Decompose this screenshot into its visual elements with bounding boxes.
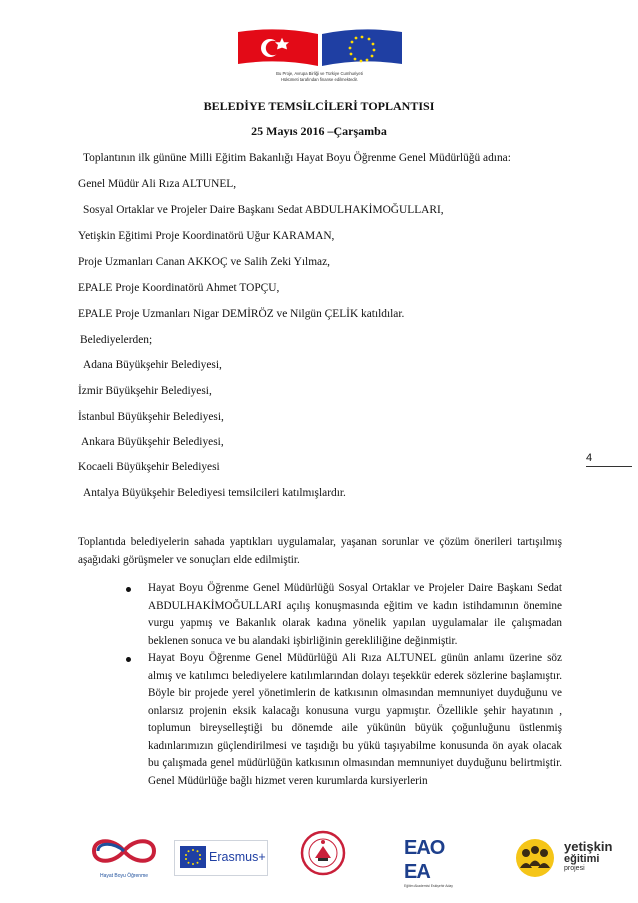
eaoea-subtitle: Eğitim Akademisi Eskişehir Aday [404,884,453,888]
municipality-line: İstanbul Büyükşehir Belediyesi, [78,411,224,423]
bullet-text: Hayat Boyu Öğrenme Genel Müdürlüğü Ali Rıza ALTUNEL günün anlamı üzerine söz almış ve katılımcı belediyelere katılımlarından dolayı teşekkür ederek sözlerine başlamıştır. Böyle bir projede yerel yönetimlerin de katkısının olmasından memnuniyet duyduğunu ve onlarsız projenin eksik kalacağı konusuna vurgu yapmıştır. Özellikle şehir hayatının , toplumun bireyselleştiği bu dönemde aile yükünün büyük çoğunluğunu üstlenmiş kadınlarımızın güçlendirilmesi ve taşıdığı bu yükü taşıyabilme konusunda ön ayak olacak bu çalışmada genel müdürlüğün katkısının olmasından memnuniyet duyduğunu belirtmiştir. Genel Müdürlüğe bağlı hizmet veren kurumlarda kursiyerlerin [148,652,562,787]
eu-flag-icon [180,846,206,868]
intro-paragraph: Toplantıda belediyelerin sahada yaptıkları uygulamalar, yaşanan sorunlar ve çözüm önerileri tartışılmış aşağıdaki görüşmeler ve sonuçları elde edilmiştir. [78,536,562,566]
yetiskin-label-line3: projesi [564,865,585,872]
yetiskin-label-line2: eğitimi [564,853,600,865]
municipality-line: Antalya Büyükşehir Belediyesi temsilcileri katılmışlardır. [83,487,346,499]
list-item [116,650,562,790]
infinity-icon [84,834,164,868]
discussion-bullet-list [116,580,562,790]
list-item [116,580,562,650]
hayat-boyu-ogrenme-logo [84,834,164,882]
erasmus-label: Erasmus+ [209,850,266,864]
meb-emblem-logo [300,830,346,876]
funding-caption [228,71,411,82]
municipality-line: Ankara Büyükşehir Belediyesi, [81,436,224,448]
municipality-line: Adana Büyükşehir Belediyesi, [83,359,222,371]
document-date: 25 Mayıs 2016 –Çarşamba [251,124,387,138]
yetiskin-label-line1: yetişkin [564,839,613,854]
bullet-text: Hayat Boyu Öğrenme Genel Müdürlüğü Sosyal Ortaklar ve Projeler Daire Başkanı Sedat ABDULHAKİMOĞULLARI açılış konuşmasında eğitim ve kadın istihdamının önemine vurgu yapmış ve Bakanlık olarak kadına yönelik yapılan uygulamalar ile çalışmadan beklenen sonuca ve bu alandaki işbirliğinin gerekliliğine değinmiştir. [148,582,562,647]
page-number-rule [586,466,632,467]
page-number: 4 [586,452,593,464]
municipality-line: İzmir Büyükşehir Belediyesi, [78,385,212,397]
bullet-icon [126,657,131,662]
footer-logos [0,828,638,888]
funding-caption-line: Hükümeti tarafından finanse edilmektedir. [280,76,359,82]
attendee-line: Yetişkin Eğitimi Proje Koordinatörü Uğur KARAMAN, [78,230,335,242]
attendee-line: Proje Uzmanları Canan AKKOÇ ve Salih Zeki Yılmaz, [78,256,331,268]
municipality-line: Kocaeli Büyükşehir Belediyesi [78,461,220,473]
erasmus-plus-logo [174,834,266,880]
attendee-line: EPALE Proje Uzmanları Nigar DEMİRÖZ ve Nilgün ÇELİK katıldılar. [78,308,405,320]
hbo-label: Hayat Boyu Öğrenme [99,873,149,879]
ministry-emblem-icon [300,830,346,876]
attendee-line: Toplantının ilk gününe Milli Eğitim Bakanlığı Hayat Boyu Öğrenme Genel Müdürlüğü adına: [83,152,511,164]
funding-caption-line: Bu Proje, Avrupa Birliği ve Türkiye Cumhuriyeti [276,71,363,76]
eaoea-label: EAO EA [404,837,445,883]
header-funding-logo [228,20,411,84]
eaoea-logo [404,836,468,888]
attendee-line: Genel Müdür Ali Rıza ALTUNEL, [78,178,237,190]
attendee-line: EPALE Proje Koordinatörü Ahmet TOPÇU, [78,282,280,294]
bullet-icon [126,587,131,592]
document-title: BELEDİYE TEMSİLCİLERİ TOPLANTISI [203,99,435,113]
attendee-line: Belediyelerden; [80,334,153,346]
people-group-icon [512,838,558,878]
flags-graphic [236,26,404,70]
attendee-line: Sosyal Ortaklar ve Projeler Daire Başkanı Sedat ABDULHAKİMOĞULLARI, [83,204,444,216]
yetiskin-egitimi-logo [512,834,624,882]
